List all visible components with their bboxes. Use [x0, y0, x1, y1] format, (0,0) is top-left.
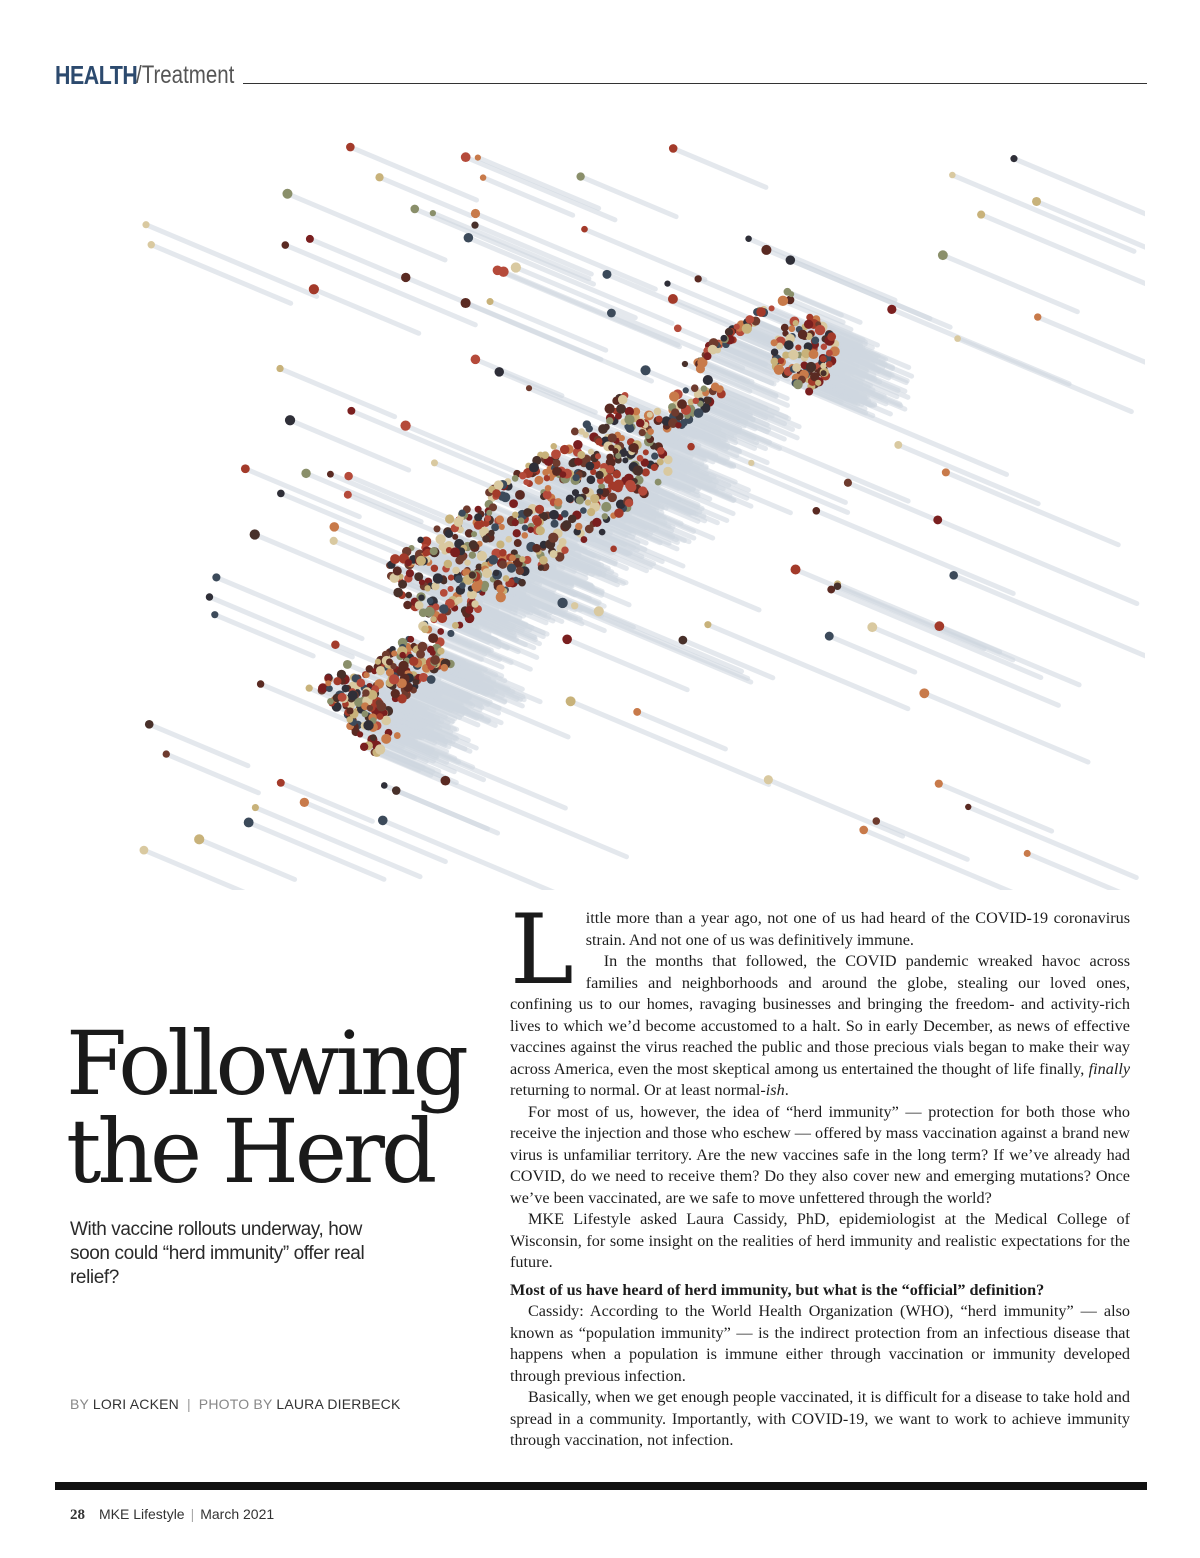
- byline: [70, 1396, 401, 1412]
- header-rule: [243, 83, 1147, 84]
- paragraph-3: For most of us, however, the idea of “herd immunity” — protection for both those who receive the injection and those who eschew — offered by mass vaccination against a brand new virus is unfamiliar territory. Are the new vaccines safe in the long term? If we’ve already had COVID, do we need to receive them? Do they also cover new and emerging mutations? Once we’ve been vaccinated, are we safe to move unfettered through the world?: [510, 1102, 1130, 1207]
- article-title: [66, 1012, 465, 1203]
- footer-bar: [55, 1482, 1147, 1490]
- article-body: [510, 894, 1131, 1452]
- question-heading: Most of us have heard of herd immunity, but what is the “official” definition?: [510, 1280, 1045, 1299]
- paragraph-5: Cassidy: According to the World Health Organization (WHO), “herd immunity” — also known as “population immunity” — is the indirect protection from an infectious disease that happens when a population is immune either through vaccination or immunity developed through previous infection.: [510, 1302, 1130, 1385]
- issue-date: March 2021: [200, 1506, 275, 1522]
- paragraph-2-text-after: returning to normal. Or at least normal-: [510, 1081, 766, 1099]
- photographer-name: LAURA DIERBECK: [276, 1396, 401, 1412]
- page-number: 28: [70, 1507, 85, 1523]
- paragraph-2: [510, 951, 1130, 1102]
- drop-cap: L: [510, 894, 574, 1006]
- byline-prefix: BY: [70, 1396, 89, 1412]
- paragraph-6: Basically, when we get enough people vaccinated, it is difficult for a disease to take hold and spread in a community. Importantly, with COVID-19, we want to work to achieve immunity through vaccination, not infection.: [510, 1388, 1130, 1449]
- section-header: [55, 56, 1147, 88]
- paragraph-2-end: .: [784, 1081, 789, 1099]
- photo-credit-prefix: PHOTO BY: [198, 1396, 273, 1412]
- paragraph-4: MKE Lifestyle asked Laura Cassidy, PhD, epidemiologist at the Medical College of Wisconsin, for some insight on the realities of herd immunity and realistic expectations for the future.: [510, 1210, 1130, 1271]
- paragraph-2-ish: ish: [765, 1081, 785, 1099]
- paragraph-2-text: In the months that followed, the COVID pandemic wreaked havoc across families and neighborhoods and around the globe, stealing our loved ones, confining us to our homes, ravaging businesses and bringing the freedom- and activity-rich lives to which we’d become accustomed to a halt. So in early December, as news of effective vaccines against the virus reached the public and those precious vials began to make their way across America, even the most skeptical among us entertained the thought of life finally,: [510, 952, 1130, 1078]
- article-deck: With vaccine rollouts underway, how soon could “herd immunity” offer real relief?: [70, 1219, 365, 1288]
- magazine-name: MKE Lifestyle: [99, 1506, 185, 1522]
- folio-divider: |: [190, 1506, 195, 1522]
- author-name: LORI ACKEN: [92, 1396, 179, 1412]
- byline-divider: |: [186, 1396, 191, 1412]
- subsection-name: /Treatment: [135, 61, 234, 89]
- paragraph-1-text: ittle more than a year ago, not one of us had heard of the COVID-19 coronavirus strain. And not one of us was definitively immune.: [585, 909, 1130, 949]
- photo-shadows: [144, 147, 1145, 890]
- page-folio: [70, 1506, 274, 1524]
- title-line-2: the Herd: [66, 1100, 434, 1203]
- paragraph-1: [510, 894, 1130, 1006]
- section-name: HEALTH: [55, 60, 138, 90]
- syringe-crowd-photo: [60, 120, 1145, 890]
- title-line-1: Following: [66, 1012, 465, 1115]
- paragraph-2-italic: finally: [1088, 1059, 1131, 1078]
